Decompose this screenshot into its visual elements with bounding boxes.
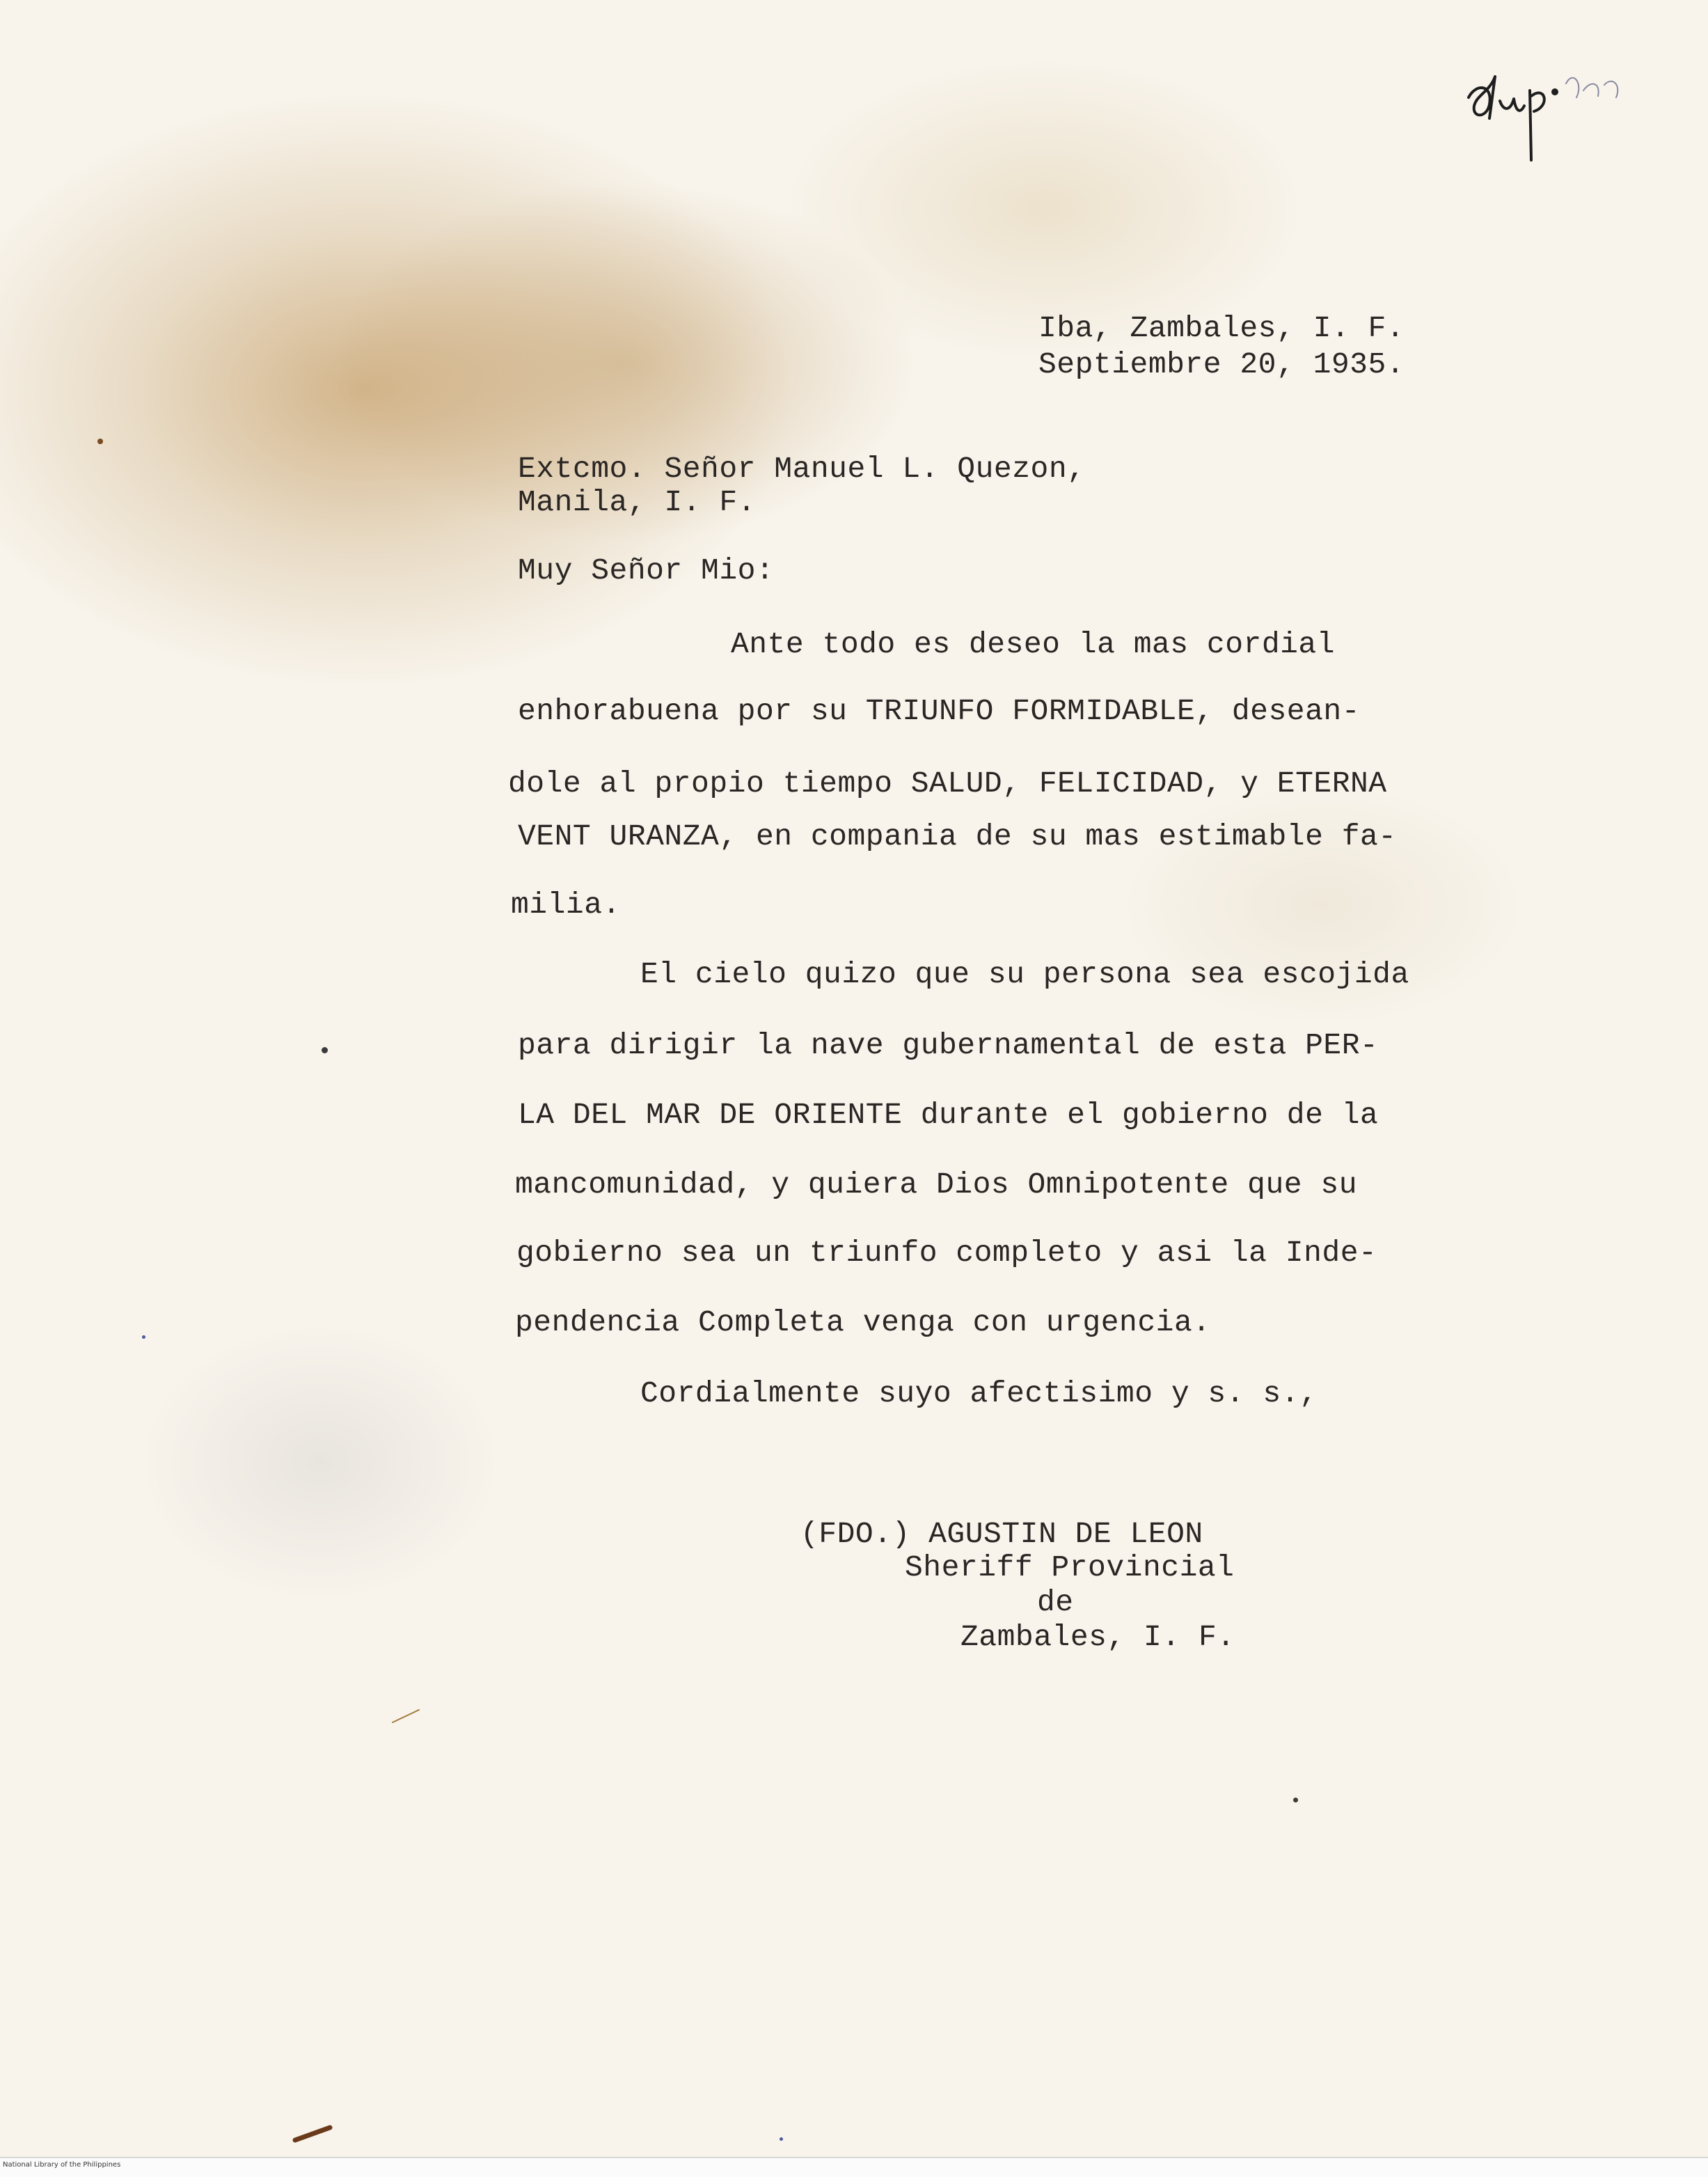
paper-speck — [322, 1047, 328, 1053]
paragraph-2-line-1: El cielo quizo que su persona sea escojida — [640, 957, 1409, 991]
archive-footer — [0, 2157, 1708, 2177]
paragraph-2-line-6: pendencia Completa venga con urgencia. — [515, 1305, 1211, 1339]
signature-title: Sheriff Provincial — [905, 1550, 1235, 1585]
recipient-name: Extcmo. Señor Manuel L. Quezon, — [518, 452, 1086, 486]
archive-footer-text: National Library of the Philippines — [3, 2161, 121, 2169]
paragraph-1-line-4: VENT URANZA, en compania de su mas estimable fa- — [518, 819, 1397, 854]
place-line: Iba, Zambales, I. F. — [1038, 311, 1405, 345]
paper-speck — [142, 1335, 145, 1339]
paragraph-2-line-2: para dirigir la nave gubernamental de esta PER- — [518, 1028, 1379, 1062]
paper-speck — [1293, 1798, 1298, 1802]
paper-mark — [292, 2123, 334, 2144]
handwritten-annotation — [1462, 42, 1643, 174]
paragraph-1-line-1: Ante todo es deseo la mas cordial — [731, 627, 1336, 661]
signature-province: Zambales, I. F. — [960, 1620, 1235, 1654]
signature-de: de — [1037, 1585, 1074, 1619]
recipient-location: Manila, I. F. — [518, 485, 756, 519]
paragraph-2-line-4: mancomunidad, y quiera Dios Omnipotente que su — [515, 1168, 1357, 1202]
paper-speck — [97, 439, 103, 444]
closing: Cordialmente suyo afectisimo y s. s., — [640, 1376, 1318, 1410]
paragraph-2-line-5: gobierno sea un triunfo completo y asi la Inde- — [516, 1236, 1377, 1270]
paragraph-1-line-3: dole al propio tiempo SALUD, FELICIDAD, y ETERNA — [508, 767, 1387, 801]
paragraph-2-line-3: LA DEL MAR DE ORIENTE durante el gobierno de la — [518, 1098, 1379, 1132]
paragraph-1-line-5: milia. — [511, 888, 621, 922]
paper-speck — [780, 2137, 783, 2141]
paper-mark — [390, 1706, 425, 1727]
paragraph-1-line-2: enhorabuena por su TRIUNFO FORMIDABLE, desean- — [518, 694, 1360, 728]
date-line: Septiembre 20, 1935. — [1038, 347, 1405, 382]
signature-name: (FDO.) AGUSTIN DE LEON — [800, 1517, 1203, 1551]
salutation: Muy Señor Mio: — [518, 553, 775, 588]
